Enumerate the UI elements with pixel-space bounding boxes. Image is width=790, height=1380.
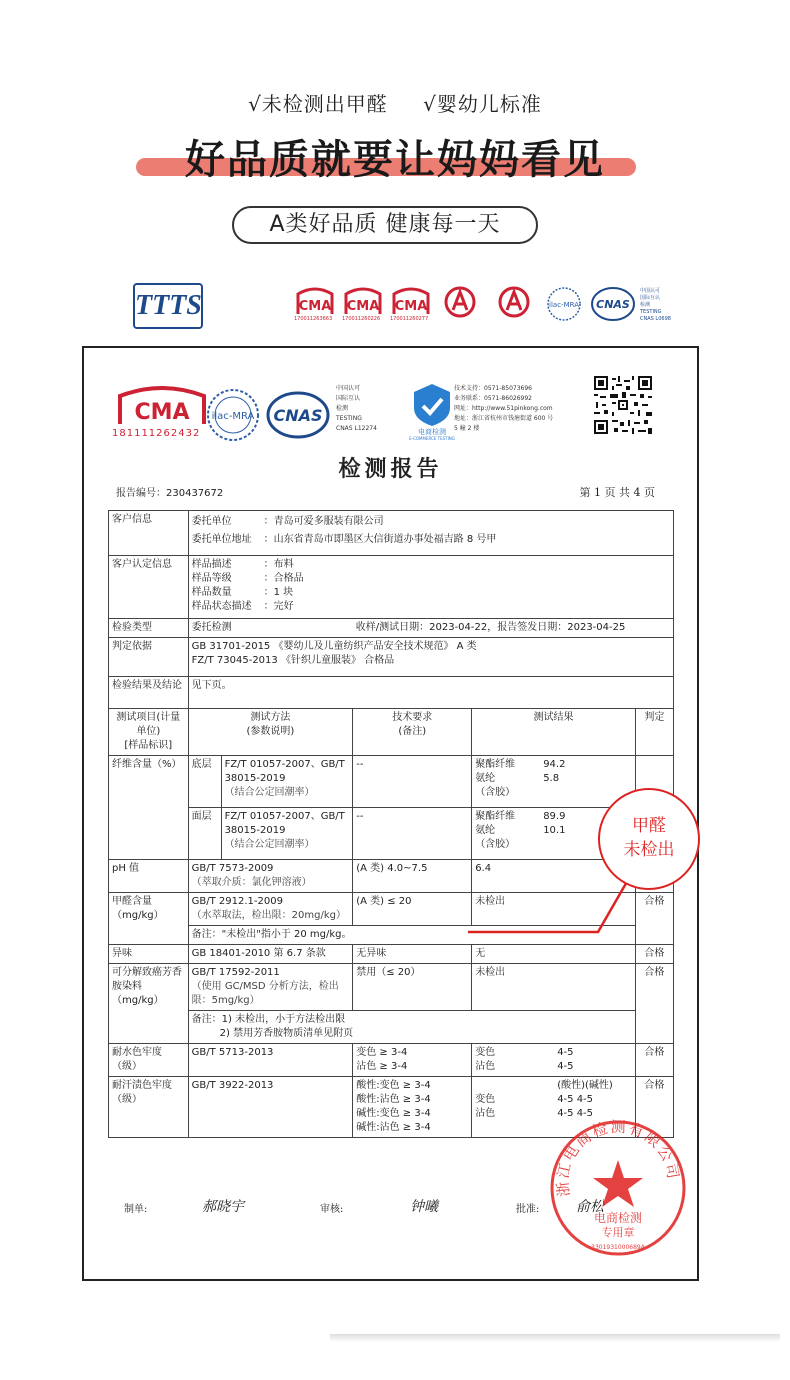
tts-logo: TTTS bbox=[133, 283, 203, 329]
contact-line: 技术支持：0571-85073696 bbox=[454, 385, 532, 392]
header-req-sub: (备注) bbox=[398, 726, 427, 737]
judge-cell: 合格 bbox=[635, 893, 673, 945]
header-item-label: 测试项目(计量单位) bbox=[116, 712, 181, 737]
result-cell: 6.4 bbox=[472, 860, 636, 893]
req-cell: (A 类) ≤ 20 bbox=[353, 893, 472, 926]
fiber-name: 聚酯纤维 bbox=[475, 759, 516, 770]
result-value: 4-5 4-5 bbox=[557, 1108, 594, 1119]
seal-number: 3301931000689A bbox=[591, 1244, 645, 1251]
note-line: 备注：1) 未检出，小于方法检出限 bbox=[191, 1014, 346, 1025]
fiber-value: 94.2 bbox=[543, 759, 566, 770]
contact-line: 地址：浙江省杭州市钱塘街道 600 号 bbox=[454, 415, 554, 422]
result-head: (酸性)(碱性) bbox=[557, 1080, 613, 1091]
method-cell bbox=[188, 893, 353, 926]
cnas-text-line: 中国认可 bbox=[336, 385, 361, 392]
headline-block bbox=[0, 128, 790, 188]
fiber-note: （含胶） bbox=[475, 839, 516, 850]
result-line bbox=[475, 758, 632, 772]
cnas-side-line: CNAS L0698 bbox=[640, 316, 671, 322]
header-method-label: 测试方法 bbox=[250, 712, 291, 723]
contact-line: 5 幢 2 楼 bbox=[454, 425, 480, 432]
req-cell: 无异味 bbox=[353, 945, 472, 964]
cal-logo-2 bbox=[496, 286, 532, 318]
report-header-logos bbox=[104, 376, 684, 446]
table-row bbox=[109, 893, 674, 926]
method-text: FZ/T 01057-2007、GB/T 38015-2019 bbox=[224, 759, 345, 784]
basis-line: FZ/T 73045-2013 《针织儿童服装》 合格品 bbox=[191, 655, 395, 666]
method-cell bbox=[221, 756, 353, 808]
report-number: 报告编号：230437672 bbox=[116, 488, 224, 499]
result-label: 沾色 bbox=[475, 1061, 496, 1072]
seal-star bbox=[593, 1160, 643, 1207]
sample-row bbox=[192, 600, 670, 614]
cma-logo-1 bbox=[294, 286, 336, 316]
req-line: 变色 ≥ 3-4 bbox=[356, 1047, 408, 1058]
table-row bbox=[109, 556, 674, 619]
method-cell: GB/T 3922-2013 bbox=[188, 1077, 353, 1138]
contact-info bbox=[454, 384, 553, 434]
section-label: 客户认定信息 bbox=[109, 556, 189, 619]
ecom-label: 电商检测 bbox=[418, 428, 446, 436]
req-line: 沾色 ≥ 3-4 bbox=[356, 1061, 408, 1072]
maker-signature: 郝晓宇 bbox=[202, 1199, 244, 1215]
client-unit-label: 委托单位 bbox=[191, 516, 232, 527]
method-sub: （水萃取法，检出限：20mg/kg） bbox=[191, 910, 346, 921]
cnas-logo bbox=[266, 390, 330, 440]
cma-logo-1-text: CMA bbox=[298, 299, 332, 314]
table-row bbox=[109, 756, 674, 808]
result-cell: 未检出 bbox=[472, 893, 636, 926]
cma-code-2: 170011260226 bbox=[342, 316, 381, 322]
result-label: 变色 bbox=[475, 1094, 496, 1105]
req-cell: (A 类) 4.0~7.5 bbox=[353, 860, 472, 893]
document-shadow bbox=[330, 1334, 780, 1342]
section-label: 客户信息 bbox=[109, 511, 189, 556]
seal-ring-text: 浙江电商检测有限公司 bbox=[553, 1118, 683, 1198]
table-row bbox=[109, 926, 674, 945]
fiber-name: 氨纶 bbox=[475, 825, 496, 836]
result-value: 4-5 4-5 bbox=[557, 1094, 594, 1105]
layer-label: 面层 bbox=[188, 808, 221, 860]
fiber-note: （含胶） bbox=[475, 787, 516, 798]
table-row bbox=[109, 1044, 674, 1077]
sample-info-cell bbox=[188, 556, 673, 619]
sample-value: ：完好 bbox=[263, 601, 294, 612]
result-line bbox=[475, 1093, 632, 1107]
report-title: 检测报告 bbox=[338, 456, 443, 482]
tagline bbox=[0, 88, 790, 117]
ecom-sublabel: E-COMMERCE TESTING bbox=[409, 436, 455, 440]
judge-cell: 合格 bbox=[635, 1044, 673, 1077]
sample-value: ：合格品 bbox=[263, 573, 304, 584]
cnas-side-line: 中国认可 bbox=[640, 288, 661, 294]
sample-label: 样品状态描述 bbox=[191, 601, 252, 612]
req-cell: -- bbox=[353, 756, 472, 808]
table-row bbox=[109, 1011, 674, 1044]
header-result: 测试结果 bbox=[472, 709, 636, 756]
cnas-text-line: 检测 bbox=[336, 405, 349, 412]
header-method bbox=[188, 709, 353, 756]
req-line: 碱性:变色 ≥ 3-4 bbox=[356, 1108, 431, 1119]
basis-line: GB 31701-2015 《婴幼儿及儿童纺织产品安全技术规范》 A 类 bbox=[191, 641, 477, 652]
fiber-value: 5.8 bbox=[543, 773, 560, 784]
tag-infant-standard: √婴幼儿标准 bbox=[423, 92, 542, 116]
ilac-mra-logo-small-text: ilac-MRA bbox=[549, 301, 579, 309]
method-cell bbox=[221, 808, 353, 860]
method-text: GB/T 7573-2009 bbox=[191, 863, 274, 874]
seal-label: 电商检测 bbox=[593, 1211, 643, 1225]
item-name: 异味 bbox=[109, 945, 189, 964]
table-row bbox=[109, 619, 674, 638]
contact-line: 网址：http://www.51pinkong.com bbox=[454, 405, 553, 412]
report-table bbox=[108, 510, 674, 1138]
basis-cell bbox=[188, 638, 673, 677]
method-sub: （使用 GC/MSD 分析方法，检出限：5mg/kg） bbox=[191, 981, 339, 1006]
req-line: 酸性:沾色 ≥ 3-4 bbox=[356, 1094, 431, 1105]
contact-line: 业务联系：0571-86026992 bbox=[454, 395, 532, 402]
client-addr-value: ：山东省青岛市即墨区大信街道办事处福吉路 8 号甲 bbox=[263, 534, 497, 545]
sample-label: 样品数量 bbox=[191, 587, 232, 598]
layer-label: 底层 bbox=[188, 756, 221, 808]
note-cell: 备注："未检出"指小于 20 mg/kg。 bbox=[188, 926, 635, 945]
table-row bbox=[109, 511, 674, 532]
method-cell: GB/T 5713-2013 bbox=[188, 1044, 353, 1077]
cma-logo-3 bbox=[390, 286, 432, 316]
req-cell bbox=[353, 1077, 472, 1138]
table-row bbox=[109, 531, 674, 556]
req-cell: 禁用（≤ 20） bbox=[353, 964, 472, 1011]
sample-label: 样品等级 bbox=[191, 573, 232, 584]
fiber-value: 89.9 bbox=[543, 811, 566, 822]
seal-sub: 专用章 bbox=[601, 1226, 635, 1239]
cnas-side-line: 检测 bbox=[640, 302, 651, 308]
result-value: 4-5 bbox=[557, 1061, 574, 1072]
table-row bbox=[109, 964, 674, 1011]
section-label: 检验结果及结论 bbox=[109, 677, 189, 709]
headline: 好品质就要让妈妈看见 bbox=[185, 137, 605, 183]
table-row bbox=[109, 808, 674, 860]
ilac-mra-logo bbox=[206, 388, 260, 442]
sample-row bbox=[192, 572, 670, 586]
header-item bbox=[109, 709, 189, 756]
result-cell: 未检出 bbox=[472, 964, 636, 1011]
header-judge: 判定 bbox=[635, 709, 673, 756]
header-req-label: 技术要求 bbox=[392, 712, 433, 723]
method-text: GB/T 17592-2011 bbox=[191, 967, 280, 978]
cma-code-1: 170011263663 bbox=[294, 316, 333, 322]
ilac-mra-logo-small bbox=[546, 286, 582, 322]
cma-code-3: 170011260277 bbox=[390, 316, 429, 322]
result-label: 沾色 bbox=[475, 1108, 496, 1119]
item-name: 纤维含量（%） bbox=[109, 756, 189, 860]
client-unit-value: ：青岛可爱多服装有限公司 bbox=[263, 516, 384, 527]
method-cell bbox=[188, 860, 353, 893]
item-name: pH 值 bbox=[109, 860, 189, 893]
table-row bbox=[109, 945, 674, 964]
sample-label: 样品描述 bbox=[191, 559, 232, 570]
item-name: 甲醛含量（mg/kg） bbox=[109, 893, 189, 945]
cnas-text-line: 国际互认 bbox=[336, 395, 361, 402]
result-line bbox=[475, 1046, 632, 1060]
req-line: 碱性:沾色 ≥ 3-4 bbox=[356, 1122, 431, 1133]
qr-code bbox=[592, 374, 654, 436]
method-text: GB/T 2912.1-2009 bbox=[191, 896, 283, 907]
cnas-text-line: CNAS L12274 bbox=[336, 425, 377, 432]
result-label: 变色 bbox=[475, 1047, 496, 1058]
tag-no-formaldehyde: √未检测出甲醛 bbox=[248, 92, 388, 116]
header-method-sub: (参数说明) bbox=[246, 726, 295, 737]
judge-cell: 合格 bbox=[635, 945, 673, 964]
judge-cell: 合格 bbox=[635, 1077, 673, 1138]
slogan-pill: A类好品质 健康每一天 bbox=[232, 206, 538, 244]
inspection-dates: 收样/测试日期：2023-04-22，报告签发日期：2023-04-25 bbox=[353, 619, 674, 638]
cma-logo-2 bbox=[342, 286, 384, 316]
judge-cell: 合格 bbox=[635, 964, 673, 1044]
cnas-side-line: 国际互认 bbox=[640, 295, 661, 301]
result-cell: 无 bbox=[472, 945, 636, 964]
sample-value: ：1 块 bbox=[263, 587, 294, 598]
callout-line-2: 未检出 bbox=[623, 840, 675, 860]
sample-value: ：布料 bbox=[263, 559, 294, 570]
table-row bbox=[109, 677, 674, 709]
result-line bbox=[475, 772, 632, 786]
client-unit-cell bbox=[188, 511, 673, 532]
review-signature: 钟曦 bbox=[410, 1199, 438, 1215]
fiber-name: 氨纶 bbox=[475, 773, 496, 784]
req-cell bbox=[353, 1044, 472, 1077]
page-info: 第 1 页 共 4 页 bbox=[579, 486, 655, 499]
official-seal bbox=[548, 1118, 688, 1258]
svg-text:ilac-MRA: ilac-MRA bbox=[211, 411, 255, 422]
item-name: 耐水色牢度（级） bbox=[109, 1044, 189, 1077]
review-label: 审核: bbox=[320, 1204, 344, 1215]
header-req bbox=[353, 709, 472, 756]
svg-text:CMA: CMA bbox=[134, 400, 190, 425]
req-cell: -- bbox=[353, 808, 472, 860]
table-header-row bbox=[109, 709, 674, 756]
table-row bbox=[109, 860, 674, 893]
note-cell bbox=[188, 1011, 635, 1044]
approve-label: 批准: bbox=[516, 1204, 540, 1215]
section-label: 判定依据 bbox=[109, 638, 189, 677]
cnas-logo-small-text: CNAS bbox=[596, 298, 630, 311]
cal-logo-1 bbox=[442, 286, 478, 318]
result-line bbox=[475, 1060, 632, 1074]
sample-row bbox=[192, 586, 670, 600]
header-item-sub: [样品标识] bbox=[124, 740, 173, 751]
sample-row bbox=[192, 558, 670, 572]
svg-text:CNAS: CNAS bbox=[273, 406, 323, 425]
cnas-text-line: TESTING bbox=[336, 415, 362, 422]
maker-label: 制单: bbox=[124, 1204, 148, 1215]
client-addr-label: 委托单位地址 bbox=[191, 534, 252, 545]
cnas-text bbox=[336, 384, 377, 434]
certification-logo-strip bbox=[294, 286, 684, 326]
cma-logo-3-text: CMA bbox=[394, 299, 428, 314]
item-name: 耐汗渍色牢度（级） bbox=[109, 1077, 189, 1138]
method-sub: （结合公定回潮率） bbox=[224, 839, 315, 850]
callout-line-1: 甲醛 bbox=[632, 816, 666, 836]
fiber-name: 聚酯纤维 bbox=[475, 811, 516, 822]
method-cell bbox=[188, 964, 353, 1011]
fiber-value: 10.1 bbox=[543, 825, 566, 836]
method-sub: （萃取介质：氯化钾溶液） bbox=[191, 877, 312, 888]
cma-number: 181111262432 bbox=[112, 428, 201, 439]
table-row bbox=[109, 638, 674, 677]
method-text: FZ/T 01057-2007、GB/T 38015-2019 bbox=[224, 811, 345, 836]
cma-logo-2-text: CMA bbox=[346, 299, 380, 314]
req-line: 酸性:变色 ≥ 3-4 bbox=[356, 1080, 431, 1091]
note-line: 2) 禁用芳香胺物质清单见附页 bbox=[219, 1028, 354, 1039]
cma-logo-large bbox=[116, 386, 208, 426]
result-cell bbox=[472, 1044, 636, 1077]
result-value: 4-5 bbox=[557, 1047, 574, 1058]
formaldehyde-callout bbox=[598, 788, 700, 890]
inspection-type-value: 委托检测 bbox=[188, 619, 353, 638]
conclusion-value: 见下页。 bbox=[188, 677, 673, 709]
item-name: 可分解致癌芳香胺染料（mg/kg） bbox=[109, 964, 189, 1044]
cnas-side-line: TESTING bbox=[640, 309, 662, 315]
cnas-side-text bbox=[640, 288, 671, 323]
method-cell: GB 18401-2010 第 6.7 条款 bbox=[188, 945, 353, 964]
result-cell bbox=[472, 756, 636, 808]
method-sub: （结合公定回潮率） bbox=[224, 787, 315, 798]
section-label: 检验类型 bbox=[109, 619, 189, 638]
cnas-logo-small bbox=[590, 286, 636, 322]
client-addr-cell bbox=[188, 531, 673, 556]
approve-signature: 俞松 bbox=[576, 1199, 604, 1215]
